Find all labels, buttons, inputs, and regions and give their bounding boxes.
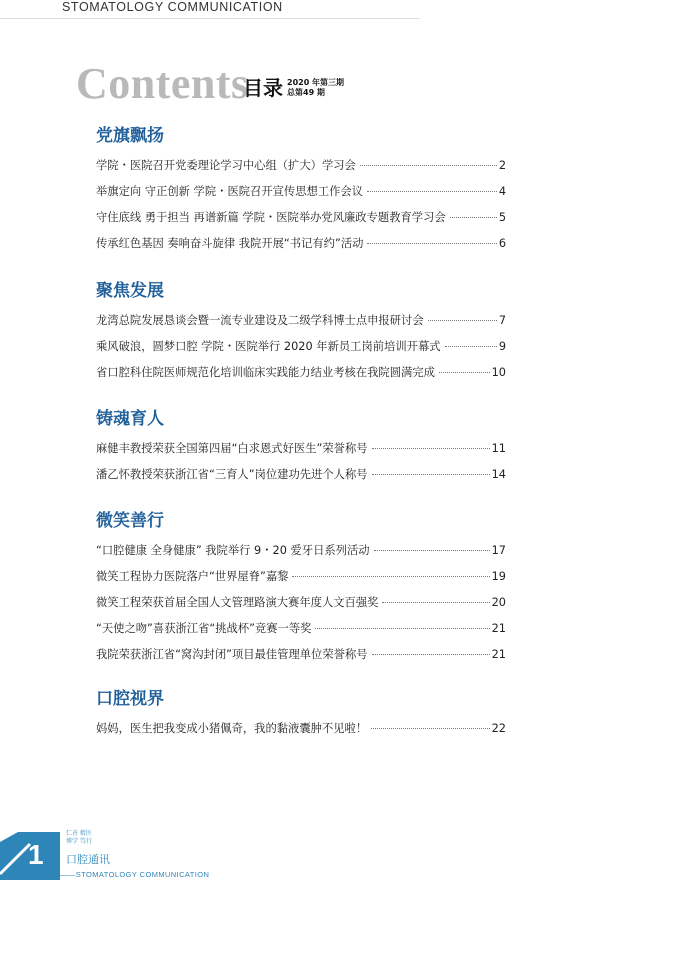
toc-entry[interactable] [96, 722, 506, 748]
entry-title: 省口腔科住院医师规范化培训临床实践能力结业考核在我院圆满完成 [96, 366, 435, 379]
contents-title: Contents [76, 59, 249, 108]
section-weixiao [96, 511, 506, 674]
entry-title: “天使之吻”喜获浙江省“挑战杯”竞赛一等奖 [96, 622, 312, 635]
dot-leader [372, 653, 490, 655]
entry-page: 11 [491, 442, 506, 455]
toc-entry[interactable] [96, 340, 506, 366]
section-jujiao [96, 281, 506, 392]
dot-leader [382, 601, 489, 603]
dot-leader [445, 345, 497, 347]
section-title: 口腔视界 [96, 689, 164, 709]
toc-entry[interactable] [96, 442, 506, 468]
motto-line: 仁善 精医 [66, 830, 92, 837]
section-kouqiang [96, 689, 506, 748]
entry-title: 守住底线 勇于担当 再谱新篇 学院・医院举办党风廉政专题教育学习会 [96, 211, 446, 224]
running-head: STOMATOLOGY COMMUNICATION [62, 0, 283, 14]
dot-leader [439, 371, 490, 373]
dot-leader [315, 627, 489, 629]
toc-entry[interactable] [96, 570, 506, 596]
entry-page: 14 [491, 468, 506, 481]
footer-motto [66, 830, 106, 846]
dot-leader [371, 727, 489, 729]
page-footer [0, 826, 220, 886]
entry-page: 22 [491, 722, 506, 735]
entry-page: 20 [491, 596, 506, 609]
issue-info [287, 78, 344, 98]
section-title: 党旗飘扬 [96, 126, 164, 146]
section-dangqi [96, 126, 506, 263]
section-title: 铸魂育人 [96, 409, 164, 429]
toc-entry[interactable] [96, 314, 506, 340]
footer-brand: 口腔通讯 [66, 853, 110, 866]
toc-entry[interactable] [96, 622, 506, 648]
dot-leader [372, 447, 490, 449]
entry-title: 传承红色基因 奏响奋斗旋律 我院开展“书记有约”活动 [96, 237, 364, 250]
entry-page: 2 [498, 159, 506, 172]
dot-leader [292, 575, 489, 577]
toc-entry[interactable] [96, 211, 506, 237]
section-zhuhun [96, 409, 506, 494]
entry-title: 微笑工程协力医院落户“世界屋脊”嘉黎 [96, 570, 289, 583]
dot-leader [367, 242, 496, 244]
toc-entry[interactable] [96, 366, 506, 392]
entry-title: 举旗定向 守正创新 学院・医院召开宣传思想工作会议 [96, 185, 364, 198]
motto-line: 博学 笃行 [66, 838, 92, 845]
entry-page: 21 [491, 622, 506, 635]
issue-line: 2020 年第三期 [287, 78, 345, 87]
entry-page: 17 [491, 544, 506, 557]
entry-title: 我院荣获浙江省“窝沟封闭”项目最佳管理单位荣誉称号 [96, 648, 368, 661]
toc-entry[interactable] [96, 544, 506, 570]
entry-page: 4 [498, 185, 506, 198]
dot-leader [374, 549, 490, 551]
entry-page: 21 [491, 648, 506, 661]
entry-page: 7 [498, 314, 506, 327]
entry-page: 6 [498, 237, 506, 250]
entry-title: 麻健丰教授荣获全国第四届“白求恩式好医生”荣誉称号 [96, 442, 368, 455]
entry-title: “口腔健康 全身健康” 我院举行 9・20 爱牙日系列活动 [96, 544, 370, 557]
dot-leader [360, 164, 497, 166]
entry-title: 微笑工程荣获首届全国人文管理路演大赛年度人文百强奖 [96, 596, 379, 609]
footer-brand-en: ——STOMATOLOGY COMMUNICATION [60, 870, 210, 879]
entry-page: 5 [498, 211, 506, 224]
running-head-rule [0, 18, 420, 19]
toc-entry[interactable] [96, 596, 506, 622]
dot-leader [428, 319, 497, 321]
section-title: 聚焦发展 [96, 281, 164, 301]
entry-page: 9 [498, 340, 506, 353]
entry-title: 学院・医院召开党委理论学习中心组（扩大）学习会 [96, 159, 356, 172]
entry-title: 龙湾总院发展恳谈会暨一流专业建设及二级学科博士点申报研讨会 [96, 314, 424, 327]
entry-page: 10 [491, 366, 506, 379]
toc-entry[interactable] [96, 185, 506, 211]
mulu-title: 目录 [243, 76, 283, 100]
dot-leader [450, 216, 497, 218]
toc-entry[interactable] [96, 648, 506, 674]
toc-entry[interactable] [96, 468, 506, 494]
section-title: 微笑善行 [96, 511, 164, 531]
page-number: 1 [28, 839, 44, 870]
total-issue-line: 总第49 期 [287, 88, 325, 97]
dot-leader [367, 190, 497, 192]
entry-title: 潘乙怀教授荣获浙江省“三育人”岗位建功先进个人称号 [96, 468, 368, 481]
toc-entry[interactable] [96, 237, 506, 263]
entry-title: 妈妈，医生把我变成小猪佩奇，我的黏液囊肿不见啦！ [96, 722, 368, 735]
entry-title: 乘风破浪，圆梦口腔 学院・医院举行 2020 年新员工岗前培训开幕式 [96, 340, 441, 353]
toc-entry[interactable] [96, 159, 506, 185]
entry-page: 19 [491, 570, 506, 583]
dot-leader [372, 473, 490, 475]
